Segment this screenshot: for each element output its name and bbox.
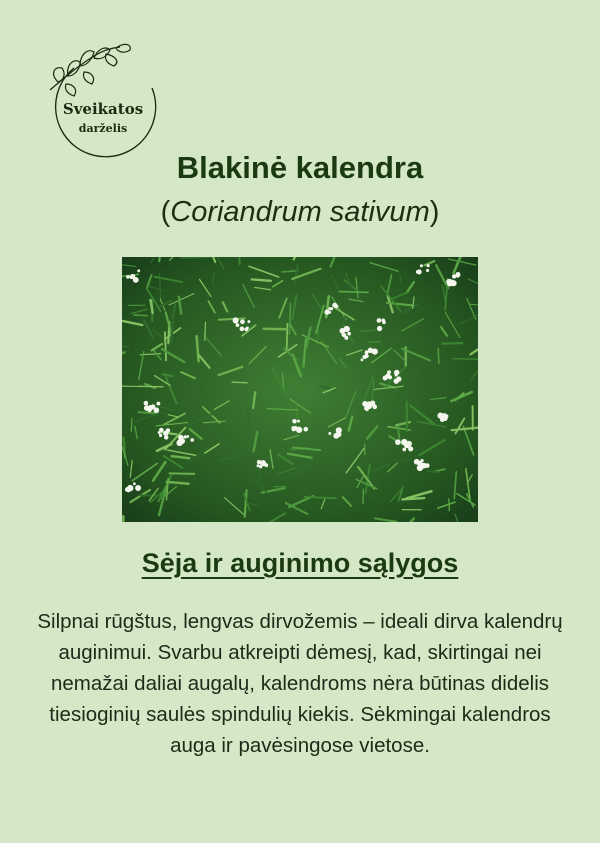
latin-name — [0, 196, 600, 229]
brand-logo — [44, 38, 172, 166]
coriander-plant-illustration — [122, 257, 478, 522]
page-title: Blakinė kalendra — [176, 150, 424, 185]
logo-name: Sveikatos — [62, 100, 144, 118]
coriander-plant-photo — [122, 257, 478, 522]
latin-close-paren: ) — [429, 196, 440, 228]
logo-subtitle: darželis — [78, 122, 128, 135]
latin-name-text: Coriandrum sativum — [170, 196, 430, 228]
latin-open-paren: ( — [160, 196, 171, 228]
section-body: Silpnai rūgštus, lengvas dirvožemis – ideali dirva kalendrų auginimui. Svarbu atkreipti dėmesį, kad, skirtingai nei nemažai daliai augalų, kalendroms nėra būtinas didelis tiesioginių saulės spindulių kiekis. Sėkmingai kalendros auga ir pavėsingose vietose. — [37, 610, 563, 757]
section-heading: Sėja ir auginimo sąlygos — [141, 548, 459, 578]
